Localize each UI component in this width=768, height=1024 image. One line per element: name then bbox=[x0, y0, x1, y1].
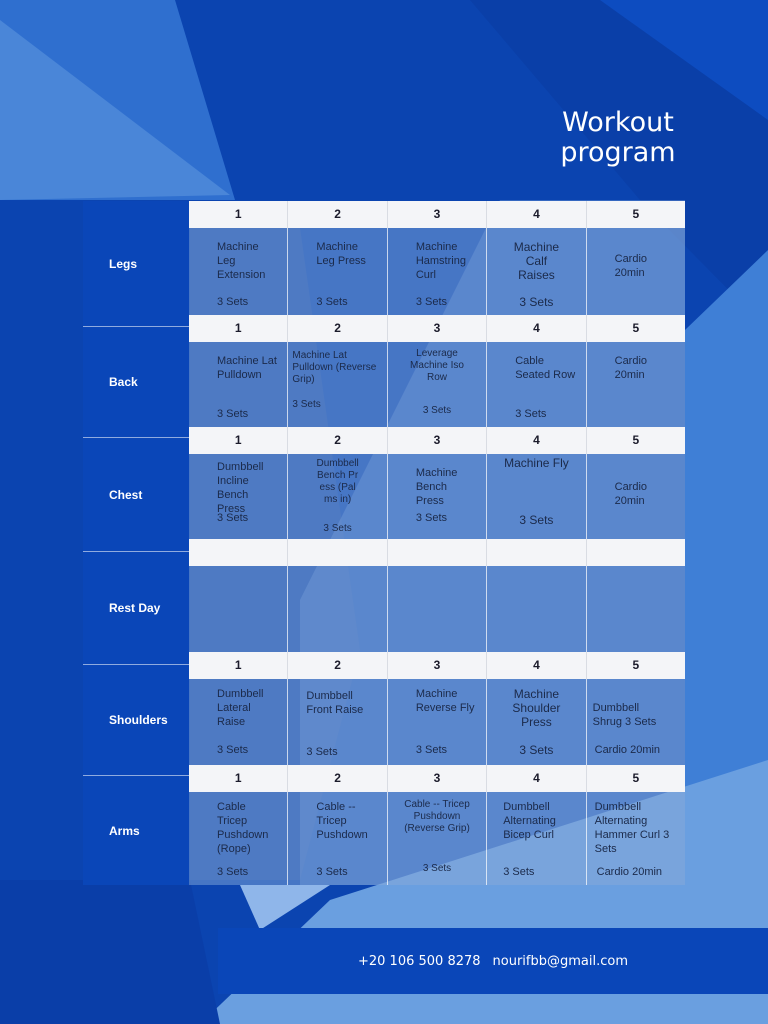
column-number: 2 bbox=[288, 427, 387, 454]
exercise-name: Dumbbell Alternating Bicep Curl bbox=[503, 801, 556, 841]
column-number: 3 bbox=[388, 765, 487, 792]
exercise-cell bbox=[487, 792, 586, 885]
exercise-sets: 3 Sets bbox=[415, 744, 447, 756]
exercise-name: Dumbbell Lateral Raise bbox=[217, 688, 264, 728]
column-number: 4 bbox=[487, 652, 586, 679]
exercise-cell bbox=[288, 228, 387, 315]
column-number: 2 bbox=[288, 201, 387, 228]
exercise-name: Cardio 20min bbox=[614, 253, 648, 279]
column-number: 3 bbox=[388, 201, 487, 228]
column-number: 3 bbox=[388, 652, 487, 679]
exercise-cell bbox=[189, 792, 288, 885]
exercise-sets: 3 Sets bbox=[217, 512, 249, 524]
day-label-legs: Legs bbox=[83, 201, 189, 327]
exercise-cell bbox=[288, 454, 387, 539]
exercise-row bbox=[189, 566, 685, 652]
column-number: 5 bbox=[632, 321, 640, 335]
exercise-name: Machine Calf Raises bbox=[513, 240, 560, 282]
exercise-sets: 3 Sets bbox=[422, 863, 452, 874]
page-title bbox=[548, 108, 688, 168]
exercise-name: Machine Leg Press bbox=[316, 241, 366, 267]
column-number: 4 bbox=[487, 427, 586, 454]
exercise-sets: 3 Sets bbox=[519, 513, 554, 527]
email-address: nourifbb@gmail.com bbox=[492, 953, 629, 969]
exercise-cell bbox=[587, 566, 685, 652]
header-row bbox=[189, 652, 685, 679]
contact-footer bbox=[218, 928, 768, 994]
exercise-name: Machine Hamstring Curl bbox=[415, 241, 466, 281]
exercise-cell bbox=[189, 679, 288, 765]
exercise-name: Cable Tricep Pushdown (Rope) bbox=[217, 801, 269, 855]
exercise-row bbox=[189, 679, 685, 765]
column-number bbox=[587, 539, 685, 566]
exercise-cell bbox=[388, 342, 487, 427]
column-number: 5 bbox=[632, 207, 640, 221]
exercise-cell bbox=[388, 228, 487, 315]
column-number bbox=[388, 539, 487, 566]
exercise-sets: 3 Sets bbox=[503, 866, 535, 878]
exercise-cell bbox=[288, 679, 387, 765]
phone-number: +20 106 500 8278 bbox=[357, 953, 481, 969]
exercise-cell bbox=[587, 228, 685, 315]
exercise-sets: 3 Sets bbox=[323, 523, 352, 534]
column-number: 3 bbox=[388, 427, 487, 454]
exercise-row bbox=[189, 792, 685, 885]
column-number bbox=[288, 539, 387, 566]
exercise-cell bbox=[189, 454, 288, 539]
exercise-name: Cable -- Tricep Pushdown (Reverse Grip) bbox=[404, 799, 470, 834]
column-number bbox=[487, 539, 586, 566]
exercise-sets: 3 Sets bbox=[519, 743, 554, 757]
column-number: 5 bbox=[632, 771, 640, 785]
column-number: 1 bbox=[189, 765, 288, 792]
exercise-sets: 3 Sets bbox=[519, 295, 554, 309]
exercise-row bbox=[189, 454, 685, 539]
exercise-sets: 3 Sets bbox=[415, 512, 447, 524]
exercise-name: Machine Shoulder Press bbox=[512, 687, 561, 729]
exercise-sets: 3 Sets bbox=[217, 744, 249, 756]
column-number: 1 bbox=[189, 315, 288, 342]
exercise-row bbox=[189, 342, 685, 427]
exercise-cell bbox=[487, 679, 586, 765]
exercise-cell bbox=[288, 566, 387, 652]
exercise-name: Dumbbell Alternating Hammer Curl 3 Sets bbox=[594, 801, 670, 855]
exercise-sets: Cardio 20min bbox=[596, 866, 663, 878]
workout-grid bbox=[189, 201, 685, 885]
exercise-cell bbox=[388, 792, 487, 885]
exercise-sets: 3 Sets bbox=[217, 408, 249, 420]
exercise-cell bbox=[487, 342, 586, 427]
exercise-cell bbox=[587, 454, 685, 539]
header-row bbox=[189, 315, 685, 342]
column-number: 4 bbox=[487, 201, 586, 228]
exercise-cell bbox=[487, 454, 586, 539]
exercise-name: Cardio 20min bbox=[614, 355, 648, 381]
header-row bbox=[189, 201, 685, 228]
column-number: 1 bbox=[189, 652, 288, 679]
exercise-name: Machine Lat Pulldown (Reverse Grip) bbox=[292, 350, 377, 385]
exercise-cell bbox=[189, 342, 288, 427]
exercise-cell bbox=[487, 228, 586, 315]
exercise-name: Cardio 20min bbox=[614, 481, 648, 507]
exercise-name: Cable -- Tricep Pushdown bbox=[316, 801, 368, 841]
exercise-name: Machine Lat Pulldown bbox=[217, 355, 277, 381]
exercise-cell bbox=[288, 342, 387, 427]
exercise-name: Machine Bench Press bbox=[415, 467, 458, 507]
exercise-cell bbox=[388, 566, 487, 652]
exercise-name: Machine Fly bbox=[504, 456, 569, 470]
exercise-cell bbox=[587, 679, 685, 765]
day-label-back: Back bbox=[83, 327, 189, 438]
exercise-sets: 3 Sets bbox=[316, 296, 348, 308]
exercise-name: Machine Reverse Fly bbox=[415, 688, 475, 714]
day-label-arms: Arms bbox=[83, 776, 189, 885]
exercise-sets: 3 Sets bbox=[292, 399, 321, 410]
exercise-cell bbox=[189, 228, 288, 315]
exercise-cell bbox=[189, 566, 288, 652]
column-number: 4 bbox=[487, 765, 586, 792]
exercise-cell bbox=[288, 792, 387, 885]
column-number bbox=[189, 539, 288, 566]
exercise-row bbox=[189, 228, 685, 315]
day-label-shoulders: Shoulders bbox=[83, 665, 189, 776]
column-number: 2 bbox=[288, 652, 387, 679]
exercise-name: Dumbbell Incline Bench Press bbox=[217, 461, 264, 515]
exercise-cell bbox=[587, 792, 685, 885]
title-line-1: Workout bbox=[562, 107, 674, 138]
exercise-name: Machine Leg Extension bbox=[217, 241, 266, 281]
exercise-cell bbox=[487, 566, 586, 652]
column-number: 3 bbox=[388, 315, 487, 342]
day-label-rest: Rest Day bbox=[83, 552, 189, 665]
column-number: 1 bbox=[189, 201, 288, 228]
header-row bbox=[189, 427, 685, 454]
column-number: 2 bbox=[288, 315, 387, 342]
day-label-chest: Chest bbox=[83, 438, 189, 552]
column-number: 2 bbox=[288, 765, 387, 792]
exercise-sets: Cardio 20min bbox=[594, 744, 661, 756]
header-row bbox=[189, 765, 685, 792]
exercise-sets: 3 Sets bbox=[306, 746, 338, 758]
exercise-cell bbox=[388, 679, 487, 765]
exercise-name: Dumbbell Bench Press (Palms in) bbox=[316, 458, 359, 505]
exercise-sets: 3 Sets bbox=[217, 296, 249, 308]
day-labels bbox=[83, 201, 189, 885]
exercise-sets: 3 Sets bbox=[217, 866, 249, 878]
exercise-cell bbox=[388, 454, 487, 539]
exercise-sets: 3 Sets bbox=[422, 405, 452, 416]
column-number: 5 bbox=[632, 658, 640, 672]
exercise-sets: 3 Sets bbox=[316, 866, 348, 878]
exercise-sets: 3 Sets bbox=[515, 408, 547, 420]
title-line-2: program bbox=[560, 137, 676, 168]
exercise-name: Dumbbell Shrug 3 Sets bbox=[592, 702, 657, 728]
exercise-name: Cable Seated Row bbox=[515, 355, 576, 381]
exercise-name: Dumbbell Front Raise bbox=[306, 690, 364, 716]
exercise-name: Leverage Machine Iso Row bbox=[410, 348, 464, 383]
column-number: 1 bbox=[189, 427, 288, 454]
column-number: 4 bbox=[487, 315, 586, 342]
exercise-cell bbox=[587, 342, 685, 427]
header-row bbox=[189, 539, 685, 566]
exercise-sets: 3 Sets bbox=[415, 296, 447, 308]
column-number: 5 bbox=[632, 433, 640, 447]
